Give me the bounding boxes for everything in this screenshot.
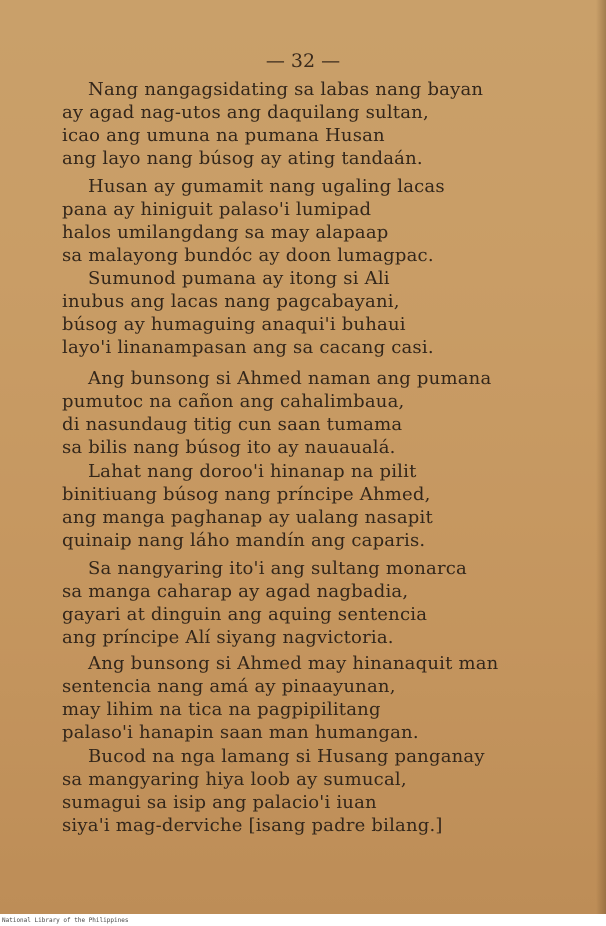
verse-line: layo'i linanampasan ang sa cacang casi. <box>62 337 434 358</box>
verse-line: sa malayong bundóc ay doon lumagpac. <box>62 245 434 266</box>
stanza-2 <box>62 175 532 267</box>
verse-line: Ang bunsong si Ahmed naman ang pumana <box>88 368 492 389</box>
stanza-1 <box>62 78 532 170</box>
verse-line: pumutoc na cañon ang cahalimbaua, <box>62 391 405 412</box>
stanza-6 <box>62 557 532 649</box>
verse-line: may lihim na tica na pagpipilitang <box>62 699 381 720</box>
verse-line: Bucod na nga lamang si Husang panganay <box>88 746 485 767</box>
verse-line: búsog ay humaguing anaqui'i buhaui <box>62 314 406 335</box>
verse-line: binitiuang búsog nang príncipe Ahmed, <box>62 484 431 505</box>
verse-line: quinaip nang láho mandín ang caparis. <box>62 530 426 551</box>
verse-line: sa manga caharap ay agad nagbadia, <box>62 581 409 602</box>
verse-line: ang príncipe Alí siyang nagvictoria. <box>62 627 394 648</box>
library-credit: National Library of the Philippines <box>2 917 129 924</box>
verse-line: sentencia nang amá ay pinaayunan, <box>62 676 396 697</box>
stanza-5 <box>62 460 532 552</box>
stanza-4 <box>62 367 532 459</box>
verse-line: palaso'i hanapin saan man humangan. <box>62 722 419 743</box>
verse-line: siya'i mag-derviche [isang padre bilang.] <box>62 815 443 836</box>
verse-line: icao ang umuna na pumana Husan <box>62 125 385 146</box>
verse-line: sa bilis nang búsog ito ay nauaualá. <box>62 437 396 458</box>
verse-line: Nang nangagsidating sa labas nang bayan <box>88 79 484 100</box>
verse-line: Sumunod pumana ay itong si Ali <box>88 268 390 289</box>
verse-line: di nasundaug titig cun saan tumama <box>62 414 403 435</box>
verse-line: ay agad nag-utos ang daquilang sultan, <box>62 102 429 123</box>
verse-line: Lahat nang doroo'i hinanap na pilit <box>88 461 417 482</box>
stanza-8 <box>62 745 532 837</box>
verse-line: sumagui sa isip ang palacio'i iuan <box>62 792 377 813</box>
verse-line: Ang bunsong si Ahmed may hinanaquit man <box>88 653 499 674</box>
stanza-7 <box>62 652 532 744</box>
verse-line: halos umilangdang sa may alapaap <box>62 222 389 243</box>
verse-line: Sa nangyaring ito'i ang sultang monarca <box>88 558 467 579</box>
stanza-3 <box>62 267 532 359</box>
verse-line: Husan ay gumamit nang ugaling lacas <box>88 176 445 197</box>
verse-line: pana ay hiniguit palaso'i lumipad <box>62 199 372 220</box>
verse-line: ang manga paghanap ay ualang nasapit <box>62 507 433 528</box>
page-number: — 32 — <box>265 50 341 72</box>
verse-line: ang layo nang búsog ay ating tandaán. <box>62 148 423 169</box>
verse-line: inubus ang lacas nang pagcabayani, <box>62 291 400 312</box>
verse-line: sa mangyaring hiya loob ay sumucal, <box>62 769 407 790</box>
page-edge-shadow <box>596 0 606 914</box>
verse-line: gayari at dinguin ang aquing sentencia <box>62 604 428 625</box>
